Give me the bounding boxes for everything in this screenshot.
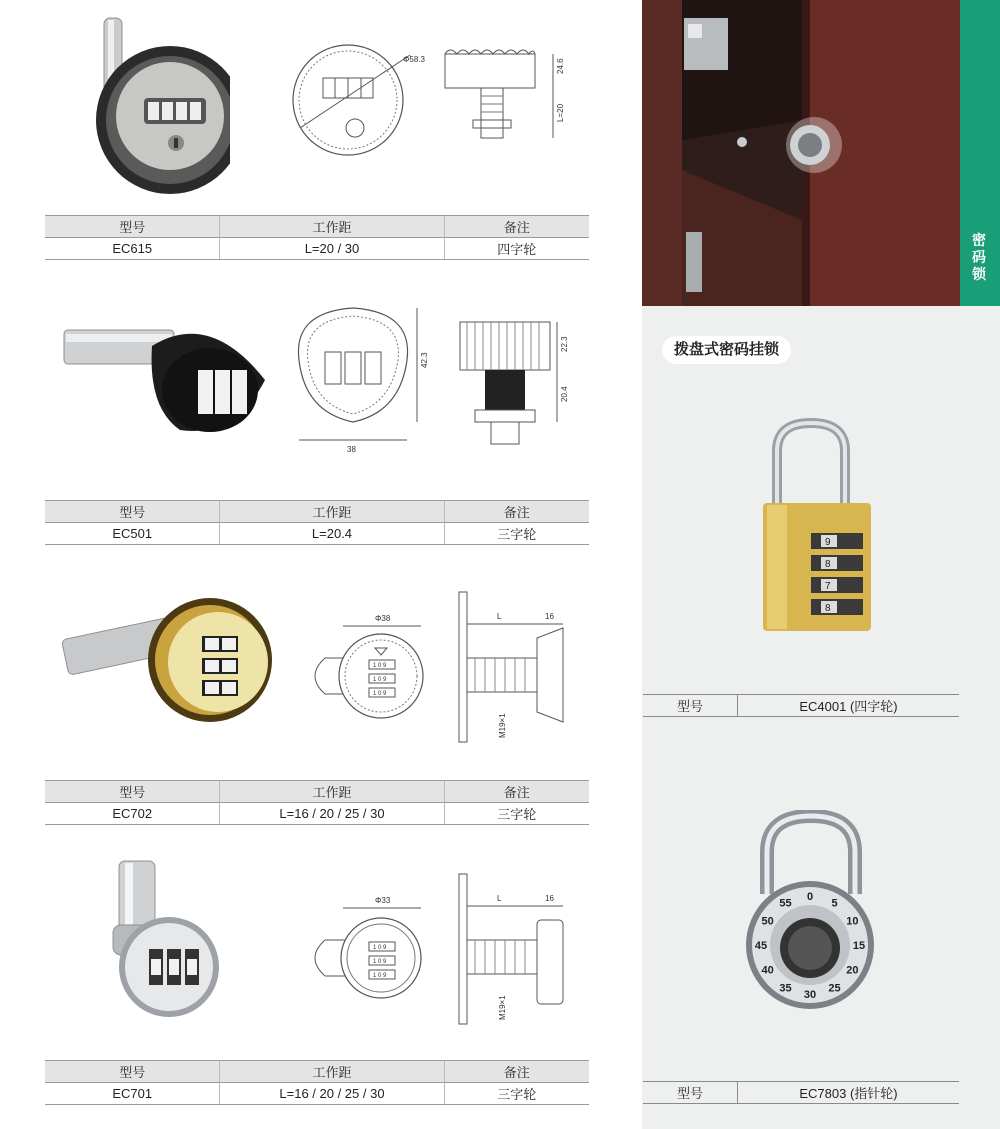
- dial-number: 45: [754, 940, 768, 952]
- ec501-photo: [60, 310, 270, 440]
- dial-number: 35: [779, 982, 792, 995]
- ec501-spec-table: [45, 500, 589, 545]
- ec702-diameter-label: Φ38: [375, 614, 391, 623]
- header-remark: 备注: [444, 1061, 589, 1083]
- ec701-spec-table: [45, 1060, 589, 1105]
- model-cell: EC701: [45, 1083, 220, 1105]
- ec4001-digit-3: 7: [825, 581, 831, 592]
- dial-number: 0: [806, 891, 814, 903]
- ec501-height-label: 42.3: [420, 352, 429, 368]
- cabinet-photo: [642, 0, 960, 306]
- remark-cell: 四字轮: [444, 238, 589, 260]
- ec701-drawing: [295, 870, 585, 1030]
- dial-number: 50: [761, 915, 774, 928]
- header-model: 型号: [45, 781, 220, 803]
- ec501-width-label: 38: [347, 445, 356, 454]
- distance-cell: L=16 / 20 / 25 / 30: [220, 1083, 444, 1105]
- ec701-digits-3: 1 0 9: [373, 973, 387, 979]
- remark-cell: 三字轮: [444, 1083, 589, 1105]
- header-working-distance: 工作距: [220, 1061, 444, 1083]
- section-heading: 拨盘式密码挂锁: [662, 336, 791, 364]
- distance-cell: L=20 / 30: [220, 238, 444, 260]
- distance-cell: L=20.4: [220, 523, 444, 545]
- model-cell: EC7803 (指针轮): [738, 1082, 960, 1104]
- ec7803-photo: [735, 810, 885, 1010]
- dial-number: 20: [846, 964, 859, 977]
- ec702-photo: [60, 590, 280, 730]
- model-cell: EC4001 (四字轮): [738, 695, 960, 717]
- remark-cell: 三字轮: [444, 803, 589, 825]
- ec701-thread-label: M19×1: [498, 995, 507, 1020]
- ec615-height-label: 24.6: [556, 58, 565, 74]
- header-model: 型号: [45, 501, 220, 523]
- ec702-drawing: [295, 588, 585, 748]
- ec615-length-label: L=20: [556, 103, 565, 122]
- ec702-digits-2: 1 0 9: [373, 677, 387, 683]
- dial-number: 15: [852, 940, 866, 952]
- header-working-distance: 工作距: [220, 216, 444, 238]
- ec702-digits-3: 1 0 9: [373, 691, 387, 697]
- header-model: 型号: [45, 1061, 220, 1083]
- ec4001-digit-2: 8: [825, 559, 831, 570]
- header-remark: 备注: [444, 216, 589, 238]
- ec702-thread-label: M19×1: [498, 713, 507, 738]
- dial-number: 30: [803, 989, 817, 1001]
- model-cell: EC501: [45, 523, 220, 545]
- model-cell: EC702: [45, 803, 220, 825]
- ec702-spec-table: [45, 780, 589, 825]
- ec702-length-label: L: [497, 612, 502, 621]
- ec702-digits-1: 1 0 9: [373, 663, 387, 669]
- dial-number: 25: [828, 982, 841, 995]
- ec701-length-label: L: [497, 894, 502, 903]
- model-cell: EC615: [45, 238, 220, 260]
- ec501-drawing: [295, 302, 585, 462]
- ec4001-digit-1: 9: [825, 537, 831, 548]
- header-working-distance: 工作距: [220, 781, 444, 803]
- header-working-distance: 工作距: [220, 501, 444, 523]
- ec702-depth-label: 16: [545, 612, 554, 621]
- ec615-diameter-label: Φ58.3: [403, 55, 425, 64]
- ec701-digits-1: 1 0 9: [373, 945, 387, 951]
- ec4001-photo: [755, 415, 880, 640]
- header-remark: 备注: [444, 781, 589, 803]
- ec501-top-label: 22.3: [560, 336, 569, 352]
- model-label: 型号: [643, 1082, 738, 1104]
- ec4001-spec-table: [643, 694, 959, 717]
- side-tab-label: 密码锁: [972, 232, 986, 282]
- dial-number: 55: [779, 897, 792, 910]
- ec701-digits-2: 1 0 9: [373, 959, 387, 965]
- distance-cell: L=16 / 20 / 25 / 30: [220, 803, 444, 825]
- model-label: 型号: [643, 695, 738, 717]
- dial-number: 40: [761, 964, 774, 977]
- header-model: 型号: [45, 216, 220, 238]
- ec615-photo: [90, 12, 230, 197]
- ec7803-spec-table: [643, 1081, 959, 1104]
- remark-cell: 三字轮: [444, 523, 589, 545]
- dial-number: 5: [831, 897, 838, 910]
- ec4001-digit-4: 8: [825, 603, 831, 614]
- ec701-diameter-label: Φ33: [375, 896, 391, 905]
- ec701-depth-label: 16: [545, 894, 554, 903]
- ec615-drawing: [285, 40, 575, 160]
- ec615-spec-table: [45, 215, 589, 260]
- ec501-bottom-label: 20.4: [560, 386, 569, 402]
- ec701-photo: [105, 855, 225, 1020]
- header-remark: 备注: [444, 501, 589, 523]
- dial-number: 10: [846, 915, 859, 928]
